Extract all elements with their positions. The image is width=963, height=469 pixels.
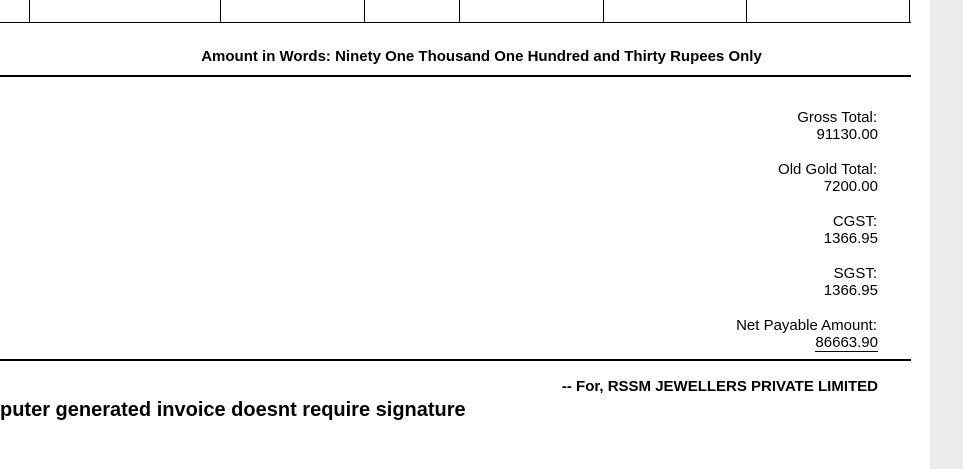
table-column-divider — [603, 0, 604, 23]
section-divider — [0, 75, 911, 77]
table-column-divider — [909, 0, 910, 23]
gross-total-label: Gross Total: — [797, 109, 877, 126]
gross-total-row — [618, 109, 878, 143]
old-gold-total-row — [618, 161, 878, 195]
page-gutter — [930, 0, 963, 469]
totals-summary — [618, 109, 878, 352]
table-column-divider — [364, 0, 365, 23]
computer-generated-note: puter generated invoice doesnt require signature — [0, 399, 466, 421]
company-signature-line: -- For, RSSM JEWELLERS PRIVATE LIMITED — [561, 378, 878, 395]
sgst-label: SGST: — [833, 265, 877, 282]
table-column-divider — [220, 0, 221, 23]
table-column-divider — [29, 0, 30, 23]
table-column-divider — [746, 0, 747, 23]
table-column-divider — [459, 0, 460, 23]
section-divider — [0, 359, 911, 361]
amount-in-words: Amount in Words: Ninety One Thousand One Hundred and Thirty Rupees Only — [201, 48, 762, 65]
old-gold-total-label: Old Gold Total: — [778, 161, 877, 178]
net-payable-row — [618, 317, 878, 352]
sgst-value: 1366.95 — [823, 282, 878, 299]
items-table-bottom-edge — [0, 0, 911, 23]
cgst-value: 1366.95 — [823, 230, 878, 247]
net-payable-value: 86663.90 — [815, 334, 878, 351]
cgst-label: CGST: — [832, 213, 877, 230]
sgst-row — [618, 265, 878, 299]
cgst-row — [618, 213, 878, 247]
old-gold-total-value: 7200.00 — [823, 178, 878, 195]
net-payable-label: Net Payable Amount: — [736, 317, 877, 334]
gross-total-value: 91130.00 — [816, 126, 878, 143]
